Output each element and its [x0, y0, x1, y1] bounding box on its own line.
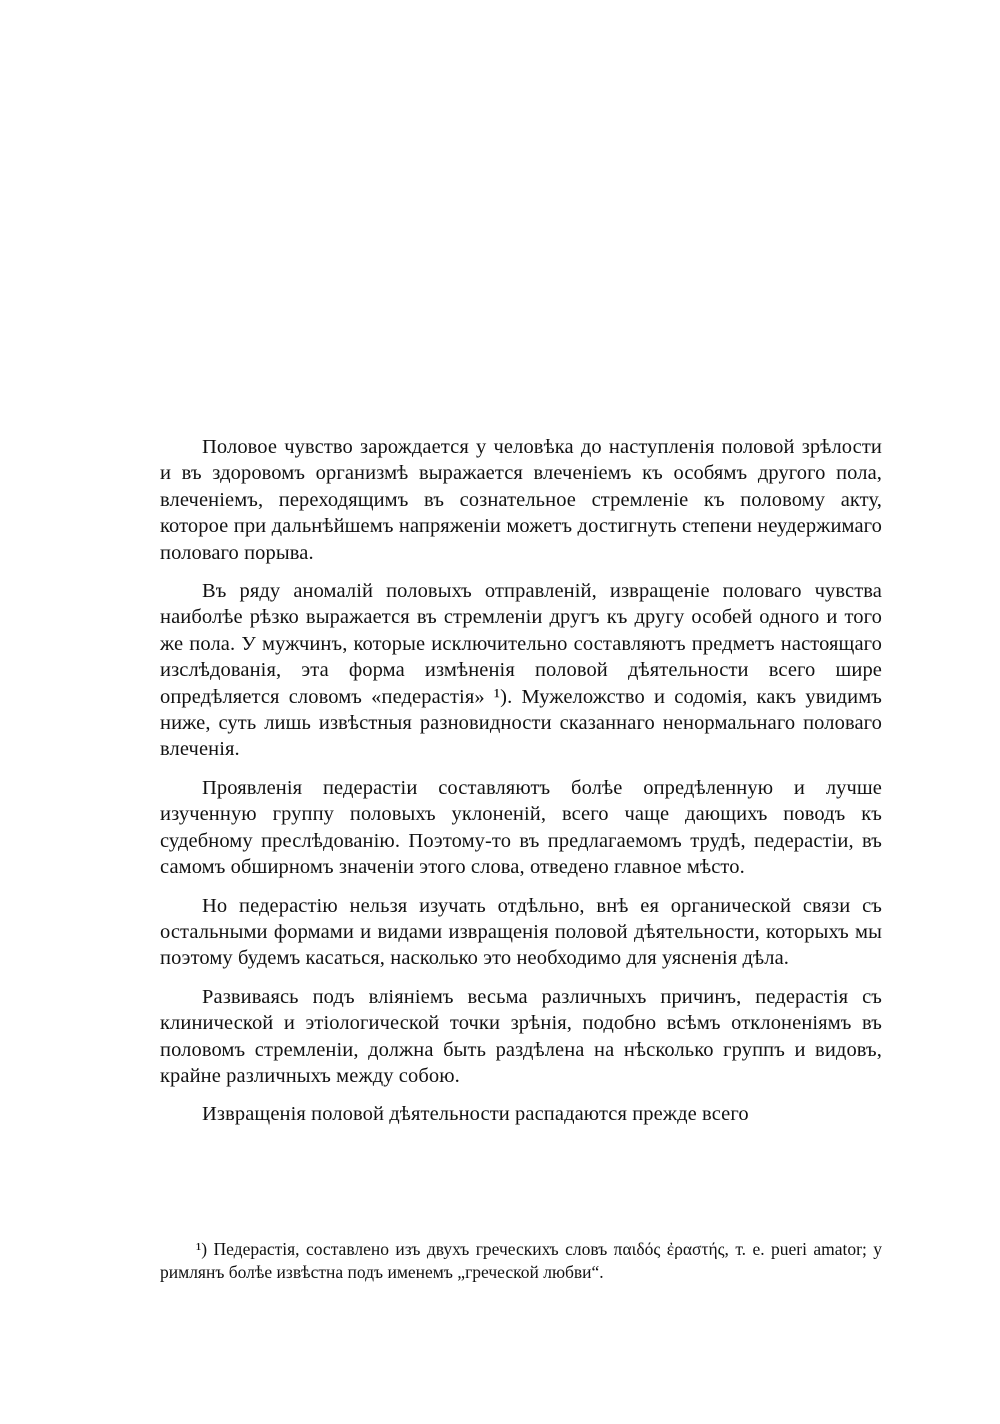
paragraph-5: Развиваясь подъ вліяніемъ весьма различныхъ причинъ, педерастія съ клинической и этіологической точки зрѣнія, подобно всѣмъ отклоненіямъ въ половомъ стремленіи, должна быть раздѣлена на нѣсколько группъ и видовъ, крайне различныхъ между собою. — [160, 985, 882, 1087]
footnote: ¹) Педерастія, составлено изъ двухъ греческихъ словъ παιδός ἐραστής, т. е. pueri amator; у римлянъ болѣе извѣстна подъ именемъ „греческой любви“. — [160, 1239, 882, 1282]
paragraph-4: Но педерастію нельзя изучать отдѣльно, внѣ ея органической связи съ остальными формами и видами извращенія половой дѣятельности, которыхъ мы поэтому будемъ касаться, насколько это необходимо для уясненія дѣла. — [160, 894, 882, 970]
paragraph-3: Проявленія педерастіи составляютъ болѣе опредѣленную и лучше изученную группу половыхъ уклоненій, всего чаще дающихъ поводъ къ судебному преслѣдованію. Поэтому-то въ предлагаемомъ трудѣ, педерастіи, въ самомъ обширномъ значеніи этого слова, отведено главное мѣсто. — [160, 776, 882, 879]
paragraph-6: Извращенія половой дѣятельности распадаются прежде всего — [202, 1103, 749, 1126]
main-text — [160, 434, 882, 1128]
paragraph-1: Половое чувство зарождается у человѣка до наступленія половой зрѣлости и въ здоровомъ организмѣ выражается влеченіемъ къ особямъ другого пола, влеченіемъ, переходящимъ въ сознательное стремленіе къ половому акту, которое при дальнѣйшемъ напряженіи можетъ достигнуть степени неудержимаго половаго порыва. — [160, 436, 882, 564]
paragraph-2: Въ ряду аномалій половыхъ отправленій, извращеніе половаго чувства наиболѣе рѣзко выражается въ стремленіи другъ къ другу особей одного и того же пола. У мужчинъ, которые исключительно составляютъ предметъ настоящаго изслѣдованія, эта форма измѣненія половой дѣятельности всего шире опредѣляется словомъ «педерастія» ¹). Мужеложство и содомія, какъ увидимъ ниже, суть лишь извѣстныя разновидности сказаннаго ненормальнаго половаго влеченія. — [160, 580, 882, 761]
